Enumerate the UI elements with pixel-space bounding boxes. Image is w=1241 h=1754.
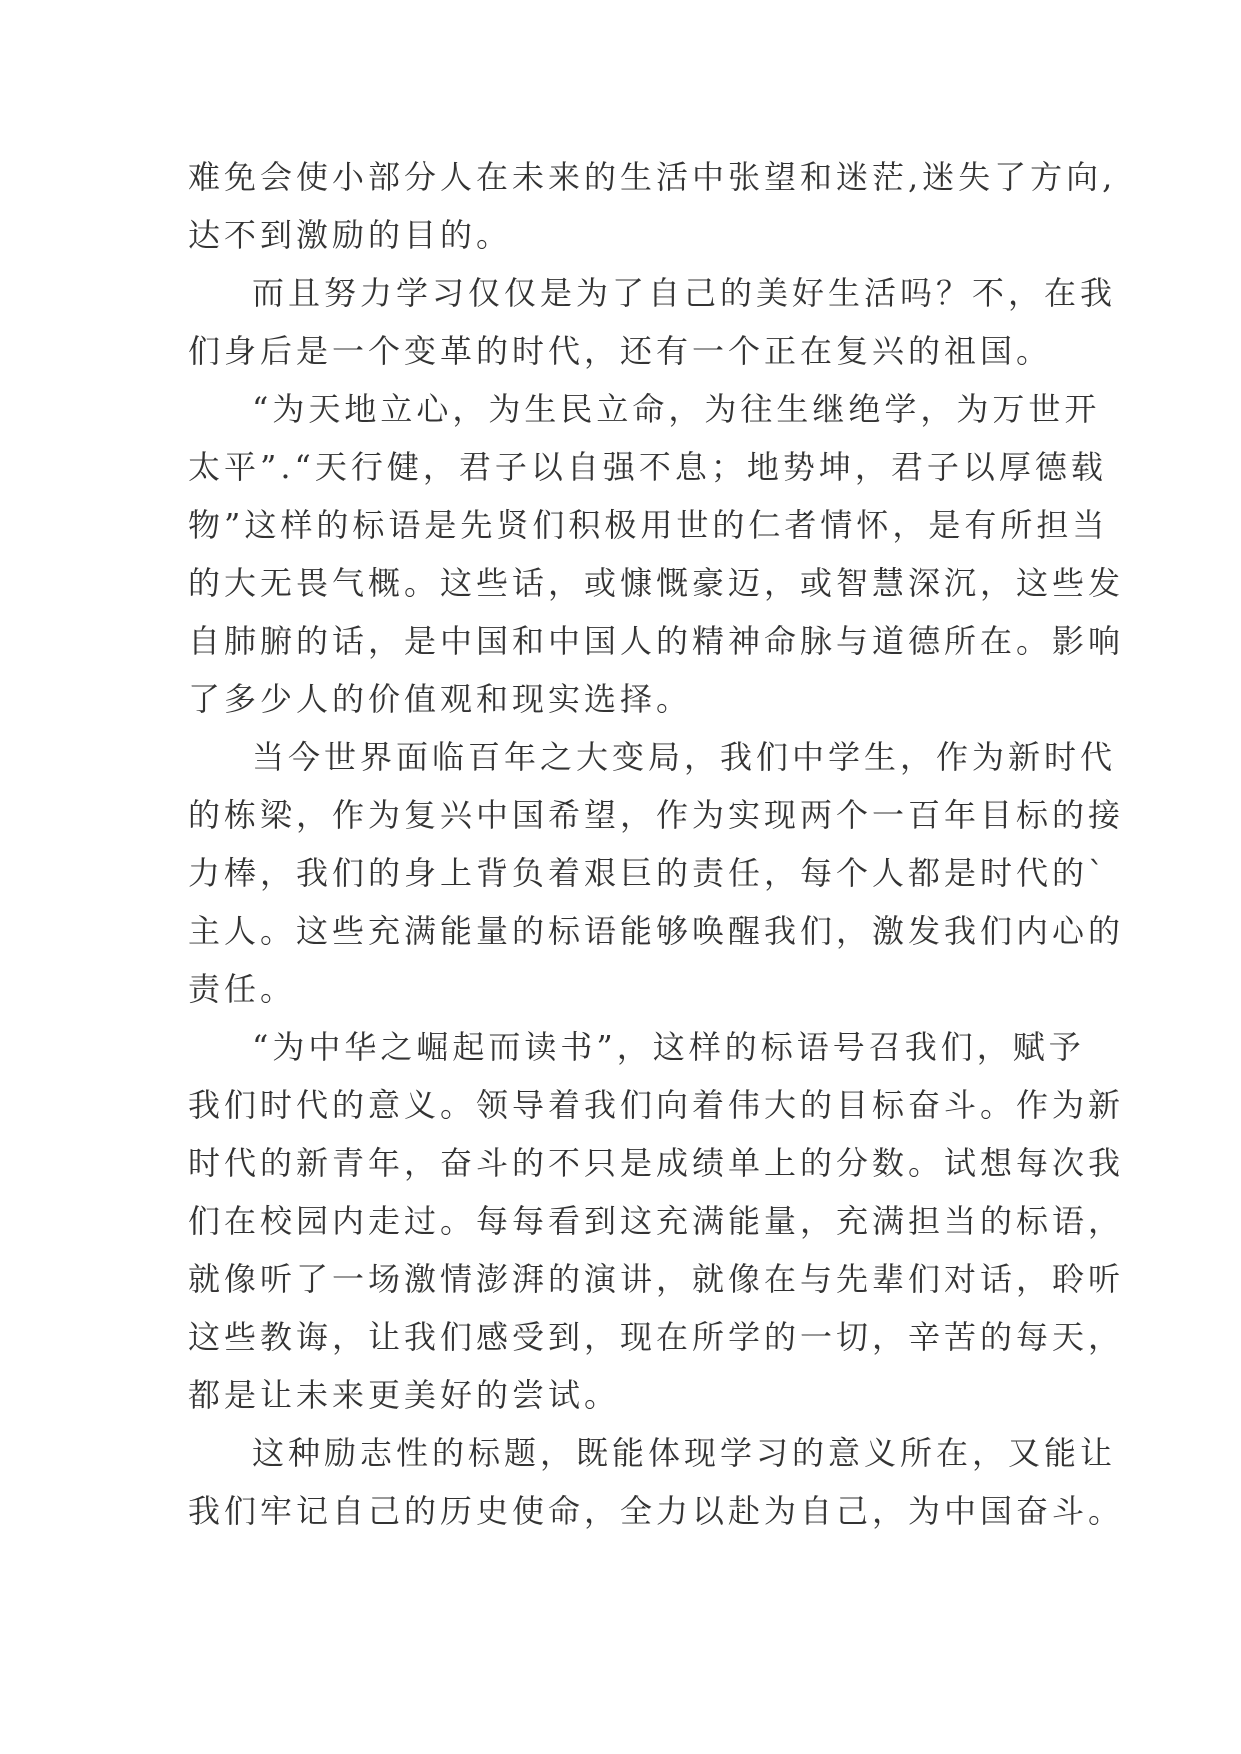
paragraph-start-line: 这种励志性的标题，既能体现学习的意义所在，又能让	[252, 1434, 1117, 1472]
text-line: 力棒，我们的身上背负着艰巨的责任，每个人都是时代的`	[188, 854, 1109, 892]
text-line: 的大无畏气概。这些话，或慷慨豪迈，或智慧深沉，这些发	[188, 564, 1125, 602]
text-line: 了多少人的价值观和现实选择。	[188, 680, 693, 718]
text-line: 们身后是一个变革的时代，还有一个正在复兴的祖国。	[188, 332, 1053, 370]
text-line: 们在校园内走过。每每看到这充满能量，充满担当的标语，	[188, 1202, 1125, 1240]
text-line: 物”这样的标语是先贤们积极用世的仁者情怀，是有所担当	[188, 506, 1109, 544]
text-line: 达不到激励的目的。	[188, 216, 513, 254]
text-line: 自肺腑的话，是中国和中国人的精神命脉与道德所在。影响	[188, 622, 1125, 660]
text-line: 就像听了一场激情澎湃的演讲，就像在与先辈们对话，聆听	[188, 1260, 1125, 1298]
text-line: 难免会使小部分人在未来的生活中张望和迷茫,迷失了方向,	[188, 158, 1117, 196]
text-line: 责任。	[188, 970, 297, 1008]
text-line: 主人。这些充满能量的标语能够唤醒我们，激发我们内心的	[188, 912, 1125, 950]
text-line: 我们牢记自己的历史使命，全力以赴为自己，为中国奋斗。	[188, 1492, 1125, 1530]
paragraph-start-line: “为中华之崛起而读书”，这样的标语号召我们，赋予	[252, 1028, 1085, 1066]
text-line: 这些教诲，让我们感受到，现在所学的一切，辛苦的每天，	[188, 1318, 1125, 1356]
paragraph-start-line: 而且努力学习仅仅是为了自己的美好生活吗？不，在我	[252, 274, 1117, 312]
text-line: 时代的新青年，奋斗的不只是成绩单上的分数。试想每次我	[188, 1144, 1125, 1182]
text-line: 的栋梁，作为复兴中国希望，作为实现两个一百年目标的接	[188, 796, 1125, 834]
paragraph-start-line: 当今世界面临百年之大变局，我们中学生，作为新时代	[252, 738, 1117, 776]
text-line: 太平”.“天行健，君子以自强不息；地势坤，君子以厚德载	[188, 448, 1107, 486]
text-line: 都是让未来更美好的尝试。	[188, 1376, 621, 1414]
text-line: 我们时代的意义。领导着我们向着伟大的目标奋斗。作为新	[188, 1086, 1125, 1124]
paragraph-start-line: “为天地立心，为生民立命，为往生继绝学，为万世开	[252, 390, 1101, 428]
document-body	[188, 148, 1125, 1540]
